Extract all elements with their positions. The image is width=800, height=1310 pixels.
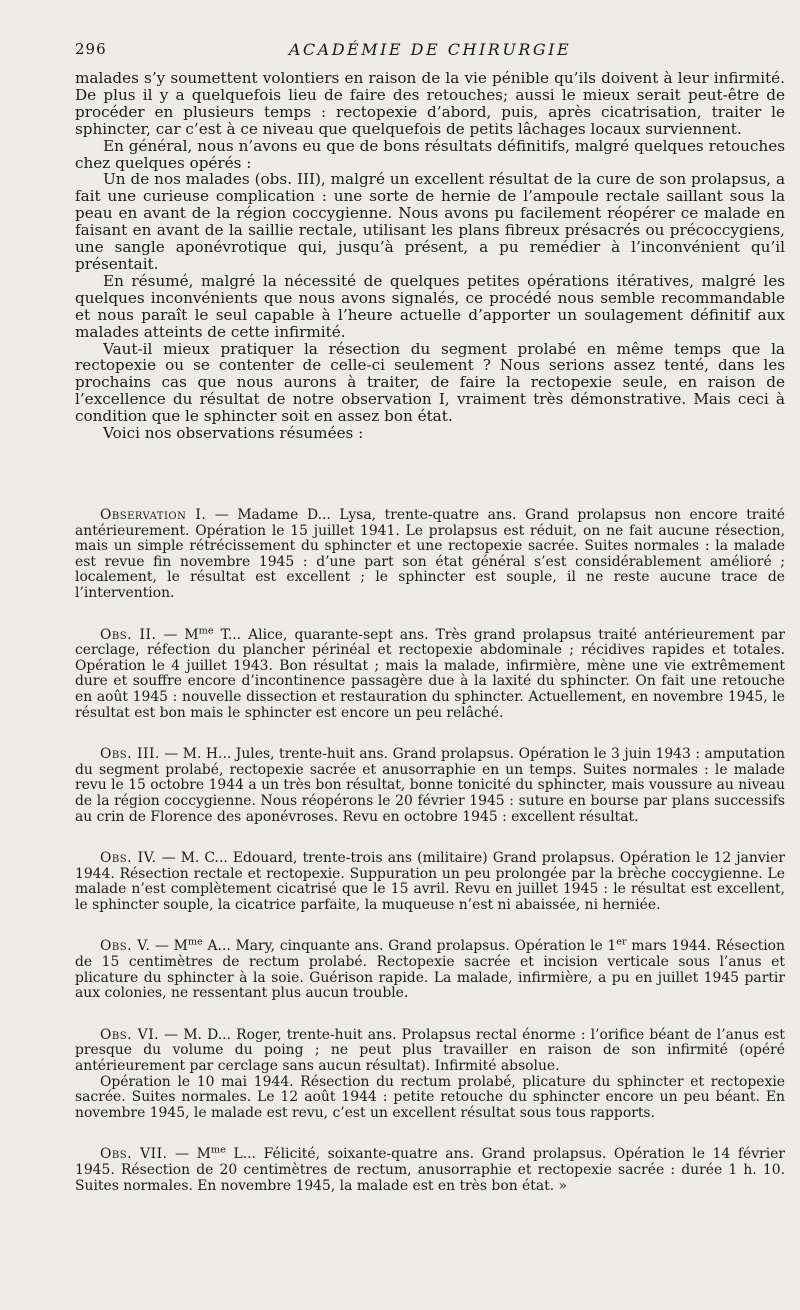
- observation-label: Obs. II.: [100, 626, 157, 643]
- superscript: me: [187, 936, 203, 948]
- paragraph: En résumé, malgré la nécessité de quelques petites opérations itératives, malgré les quelques inconvénients que nous avons signalés, ce procédé nous semble recommandable et nous paraît le seul capable à l’heure actuelle d’apporter un soulagement définitif aux malades atteints de cette infirmité.: [75, 271, 785, 341]
- superscript: er: [616, 936, 627, 948]
- observation-text: — Madame D... Lysa, trente-quatre ans. Grand prolapsus non encore traité antérieurement. Opération le 15 juillet 1941. Le prolapsus est réduit, on ne fait aucune résection, mais un simple rétrécissement du sphincter et une rectopexie sacrée. Suites normales : la malade est revue fin novembre 1945 : d’une part son état général s’est considérablement amélioré ; localement, le résultat est excellent ; le sphincter est souple, il ne reste aucune trace de l’intervention.: [75, 507, 785, 601]
- observation-label: Obs. VII.: [100, 1146, 168, 1163]
- paragraph: En général, nous n’avons eu que de bons résultats définitifs, malgré quelques retouches chez quelques opérés :: [75, 136, 785, 172]
- page-number: 296: [75, 40, 107, 58]
- observation-label: Obs. V.: [100, 938, 151, 955]
- superscript: me: [198, 624, 214, 636]
- observation-4: [75, 851, 785, 913]
- observation-text: — M: [150, 938, 188, 955]
- observation-text: L... Félicité, soixante-quatre ans. Grand prolapsus. Opération le 14 février 1945. Résection de 20 centimètres de rectum, anusorraphie et rectopexie sacrée : durée 1 h. 10. Suites normales. En novembre 1945, la malade est en très bon état. »: [75, 1146, 785, 1194]
- observation-text: A... Mary, cinquante ans. Grand prolapsus. Opération le 1: [202, 938, 617, 955]
- superscript: me: [210, 1144, 226, 1156]
- page-header: [75, 40, 785, 62]
- paragraph: Vaut-il mieux pratiquer la résection du segment prolabé en même temps que la rectopexie ou se contenter de celle-ci seulement ? Nous serions assez tenté, dans les prochains cas que nous aurons à traiter, de faire la rectopexie seule, en raison de l’excellence du résultat de notre observation I, vraiment très démonstrative. Mais ceci à condition que le sphincter soit en assez bon état.: [75, 339, 785, 426]
- observation-6: [75, 1028, 785, 1122]
- body-text: [75, 70, 785, 442]
- observation-7: [75, 1144, 785, 1194]
- observation-text: — M: [156, 626, 199, 643]
- observation-5: [75, 936, 785, 1002]
- paragraph: malades s’y soumettent volontiers en raison de la vie pénible qu’ils doivent à leur infirmité. De plus il y a quelquefois lieu de faire des retouches; aussi le mieux serait peut-être de procéder en plusieurs temps : rectopexie d’abord, puis, après cicatrisation, traiter le sphincter, car c’est à ce niveau que quelquefois de petits lâchages locaux surviennent.: [75, 69, 785, 138]
- running-title: ACADÉMIE DE CHIRURGIE: [288, 40, 572, 59]
- observation-2: [75, 624, 785, 722]
- observations-list: [75, 508, 785, 1220]
- paragraph: Un de nos malades (obs. III), malgré un excellent résultat de la cure de son prolapsus, a fait une curieuse complication : une sorte de hernie de l’ampoule rectale saillant sous la peau en avant de la région coccygienne. Nous avons pu facilement réopérer ce malade en faisant en avant de la saillie rectale, utilisant les plans fibreux présacrés ou précoccygiens, une sangle aponévrotique qui, jusqu’à présent, a pu remédier à l’inconvénient qu’il présentait.: [75, 170, 785, 273]
- observation-3: [75, 747, 785, 825]
- observation-label: Obs. IV.: [100, 850, 157, 867]
- observation-text: — M. H... Jules, trente-huit ans. Grand prolapsus. Opération le 3 juin 1943 : amputation du segment prolabé, rectopexie sacrée et anusorraphie en un temps. Suites normales : le malade revu le 15 octobre 1944 a un très bon résultat, bonne tonicité du sphincter, mais voussure au niveau de la région coccygienne. Nous réopérons le 20 février 1945 : suture en bourse par plans successifs au crin de Florence des aponévroses. Revu en octobre 1945 : excellent résultat.: [75, 746, 785, 825]
- observation-text: — M. D... Roger, trente-huit ans. Prolapsus rectal énorme : l’orifice béant de l’anus est presque du volume du poing ; ne peut plus travailler en raison de son infirmité (opéré antérieurement par cerclage sans aucun résultat). Infirmité absolue.: [75, 1026, 786, 1075]
- paragraph: Voici nos observations résumées :: [103, 424, 364, 443]
- observation-label: Observation I.: [100, 507, 207, 523]
- observation-text: mars 1944. Résection de 15 centimètres de rectum prolabé. Rectopexie sacrée et incision verticale sous l’anus et plicature du sphincter à la soie. Guérison rapide. La malade, infirmière, a pu en juillet 1945 partir aux colonies, ne ressentant plus aucun trouble.: [75, 938, 785, 1002]
- observation-text: — M: [167, 1146, 211, 1163]
- observation-label: Obs. VI.: [100, 1026, 160, 1043]
- observation-label: Obs. III.: [100, 746, 160, 763]
- observation-text: T... Alice, quarante-sept ans. Très grand prolapsus traité antérieurement par cerclage, réfection du plancher périnéal et rectopexie abdominale ; récidives rapides et totales. Opération le 4 juillet 1943. Bon résultat ; mais la malade, infirmière, mène une vie extrêmement dure et souffre encore d’incontinence passagère due à la laxité du sphincter. On fait une retouche en août 1945 : nouvelle dissection et restauration du sphincter. Actuellement, en novembre 1945, le résultat est bon mais le sphincter est encore un peu relâché.: [75, 626, 785, 721]
- observation-text: — M. C... Edouard, trente-trois ans (militaire) Grand prolapsus. Opération le 12 janvier 1944. Résection rectale et rectopexie. Suppuration un peu prolongée par la brèche coccygienne. Le malade n’est complètement cicatrisé que le 15 avril. Revu en juillet 1945 : le résultat est excellent, le sphincter souple, la cicatrice parfaite, la muqueuse n’est ni abaissée, ni herniée.: [75, 850, 785, 913]
- observation-continuation: Opération le 10 mai 1944. Résection du rectum prolabé, plicature du sphincter et rectopexie sacrée. Suites normales. Le 12 août 1944 : petite retouche du sphincter encore un peu béant. En novembre 1945, le malade est revu, c’est un excellent résultat sous tous rapports.: [75, 1073, 785, 1121]
- observation-1: [75, 508, 785, 602]
